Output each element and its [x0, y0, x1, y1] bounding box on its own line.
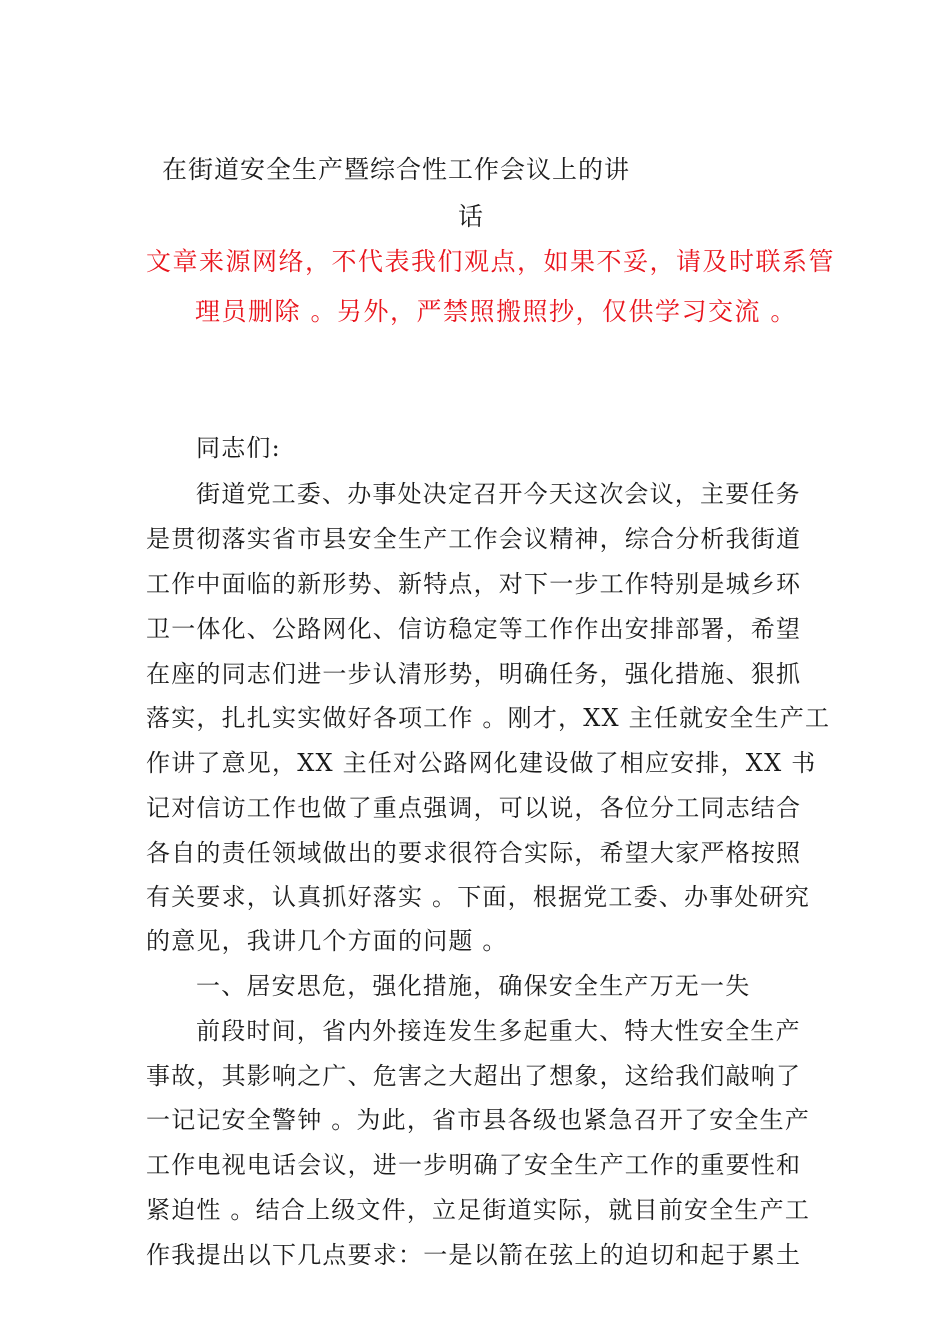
paragraph-line: 前段时间，省内外接连发生多起重大、特大性安全生产: [196, 1017, 801, 1045]
paragraph-line: 街道党工委、办事处决定召开今天这次会议，主要任务: [196, 480, 801, 508]
paragraph-line: 工作中面临的新形势、新特点，对下一步工作特别是城乡环: [146, 570, 802, 598]
section-heading: 一、居安思危，强化措施，确保安全生产万无一失: [196, 972, 751, 1000]
document-title: 在街道安全生产暨综合性工作会议上的讲: [162, 155, 631, 184]
paragraph-line: 的意见，我讲几个方面的问题 。: [146, 927, 508, 955]
paragraph-line: 作讲了意见，XX 主任对公路网化建设做了相应安排，XX 书: [146, 749, 817, 777]
salutation: 同志们:: [196, 434, 281, 462]
paragraph-line: 卫一体化、公路网化、信访稳定等工作作出安排部署，希望: [146, 615, 802, 643]
paragraph-line: 工作电视电话会议，进一步明确了安全生产工作的重要性和: [146, 1151, 802, 1179]
paragraph-line: 是贯彻落实省市县安全生产工作会议精神，综合分析我街道: [146, 525, 802, 553]
paragraph-line: 各自的责任领域做出的要求很符合实际，希望大家严格按照: [146, 839, 802, 867]
document-title-continued: 话: [458, 202, 484, 231]
paragraph-line: 在座的同志们进一步认清形势，明确任务，强化措施、狠抓: [146, 660, 802, 688]
paragraph-line: 作我提出以下几点要求：一是以箭在弦上的迫切和起于累土: [146, 1241, 802, 1269]
paragraph-line: 有关要求，认真抓好落实 。下面，根据党工委、办事处研究: [146, 883, 811, 911]
paragraph-line: 记对信访工作也做了重点强调，可以说，各位分工同志结合: [146, 794, 802, 822]
paragraph-line: 紧迫性 。结合上级文件，立足街道实际，就目前安全生产工: [146, 1196, 811, 1224]
paragraph-line: 一记记安全警钟 。为此，省市县各级也紧急召开了安全生产: [146, 1106, 811, 1134]
copyright-notice-line-2: 理员删除 。另外，严禁照搬照抄，仅供学习交流 。: [195, 297, 797, 326]
paragraph-line: 落实，扎扎实实做好各项工作 。刚才，XX 主任就安全生产工: [146, 704, 831, 732]
copyright-notice-line-1: 文章来源网络，不代表我们观点，如果不妥，请及时联系管: [146, 247, 836, 276]
paragraph-line: 事故，其影响之广、危害之大超出了想象，这给我们敲响了: [146, 1062, 802, 1090]
